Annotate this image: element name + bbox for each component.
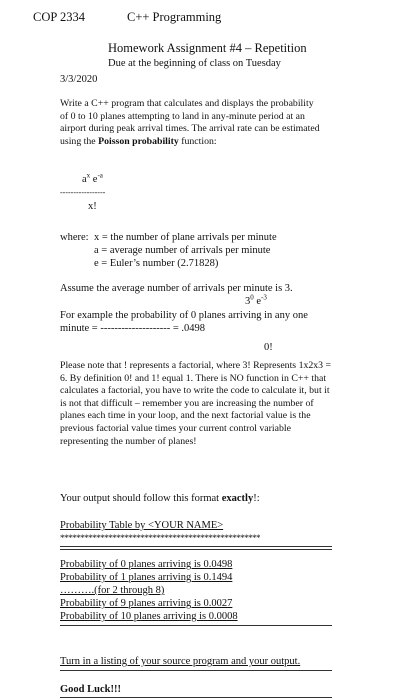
output-row-3: Probability of 9 planes arriving is 0.0027 [60,598,233,609]
e-definition: e = Euler’s number (2.71828) [94,258,219,269]
divider-line [60,546,332,547]
example-numerator: $3^0$ $e^{-3}$ [245,293,267,307]
formula-numerator: $a^x$ $e^{-a}$ [82,171,103,185]
turn-in-instructions: Turn in a listing of your source program and your output. [60,656,301,667]
example-line-2: minute = -------------------- = .0498 [60,323,206,334]
output-row-4: Probability of 10 planes arriving is 0.0008 [60,611,238,622]
stars-separator: ************************************************** [60,533,260,543]
divider-line [60,670,332,671]
output-row-0: Probability of 0 planes arriving is 0.0498 [60,559,233,570]
output-format-intro: Your output should follow this format exactly!: [60,493,260,504]
x-definition: x = the number of plane arrivals per minute [94,232,277,243]
example-line-1: For example the probability of 0 planes arriving in any one [60,310,308,321]
exactly-bold: exactly [221,493,254,504]
assume-text: Assume the average number of arrivals per minute is 3. [60,283,293,294]
formula-fraction-line: ----------------- [60,188,106,197]
good-luck: Good Luck!!! [60,684,121,695]
table-title: Probability Table by <YOUR NAME> [60,520,224,531]
divider-line [60,625,332,626]
output-row-1: Probability of 1 planes arriving is 0.1494 [60,572,233,583]
divider-line [60,549,332,550]
example-denominator: 0! [264,342,273,353]
poisson-bold: Poisson probability [98,135,179,147]
intro-paragraph: Write a C++ program that calculates and displays the probability of 0 to 10 planes attempting to land in any-minute period at an airport during peak arrival times. The arrival rate can be estimated using the Poisson probability function: [60,98,320,147]
where-label: where: [60,232,89,243]
assignment-date: 3/3/2020 [60,74,98,85]
formula-denominator: x! [88,201,97,212]
course-name: C++ Programming [127,10,222,24]
divider-line [60,697,332,698]
a-definition: a = average number of arrivals per minute [94,245,271,256]
course-code: COP 2334 [33,10,85,24]
assignment-title: Homework Assignment #4 – Repetition [108,41,307,55]
output-row-2: ……….(for 2 through 8) [60,585,165,596]
due-date-text: Due at the beginning of class on Tuesday [108,58,281,69]
factorial-note: Please note that ! represents a factorial, where 3! Represents 1x2x3 = 6. By definition 0! and 1! equal 1. There is NO function in C++ that calculates a factorial, you have to write the code to calculate it, but it is not that difficult – remember you are increasing the number of planes each time in your loop, and the next factorial value is the previous factorial value times your current control variable representing the number of planes! [60,360,332,447]
